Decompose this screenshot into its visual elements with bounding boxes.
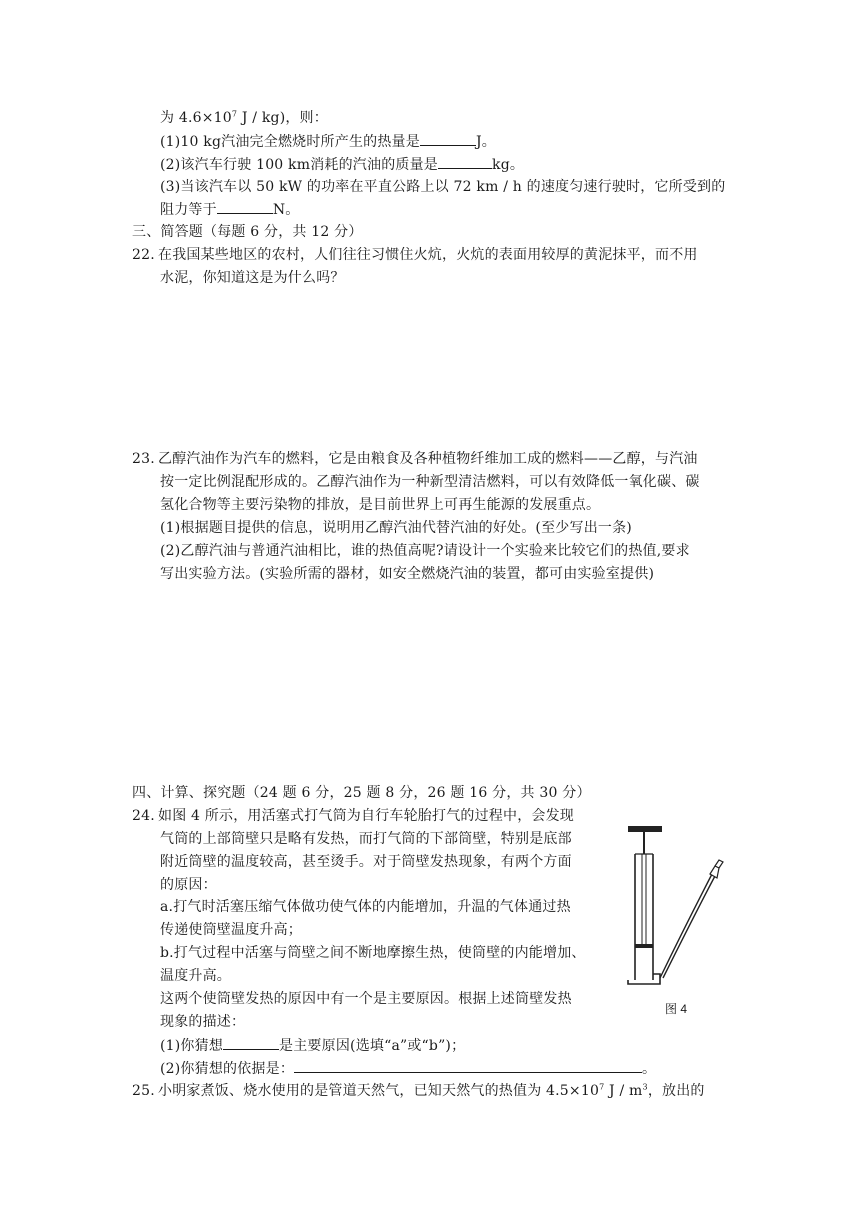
answer-blank[interactable] [294,1058,642,1073]
q22-line2: 水泥，你知道这是为什么吗？ [160,270,345,286]
q24-reason-b1: b.打气过程中活塞与筒壁之间不断地摩擦生热，使筒壁的内能增加、 [160,945,586,961]
q21-part3-cont: 阻力等于 N。 [160,199,299,220]
q23-sub1: (1)根据题目提供的信息，说明用乙醇汽油代替汽油的好处。(至少写出一条) [160,520,632,536]
question-number: 25. [132,1083,155,1099]
pump-base [628,974,660,984]
figure-caption: 图 4 [665,1002,688,1016]
q23-line2: 按一定比例混配形成的。乙醇汽油作为一种新型清洁燃料，可以有效降低一氧化碳、碳 [160,474,700,490]
q21-part2: (2)该汽车行驶 100 km消耗的汽油的质量是 kg。 [160,154,524,175]
q23-sub2a: (2)乙醇汽油与普通汽油相比，谁的热值高呢?请设计一个实验来比较它们的热值,要求 [160,543,690,559]
q24-line4: 的原因： [160,877,217,893]
section3-heading: 三、简答题（每题 6 分，共 12 分） [132,224,363,240]
q23-line3: 氢化合物等主要污染物的排放，是目前世界上可再生能源的发展重点。 [160,497,601,513]
q24-line3: 附近筒壁的温度较高，甚至烫手。对于筒壁发热现象，有两个方面 [160,854,572,870]
q24-reason-a1: a.打气时活塞压缩气体做功使气体的内能增加，升温的气体通过热 [160,899,571,915]
q23-line1: 23. 乙醇汽油作为汽车的燃料，它是由粮食及各种植物纤维加工成的燃料——乙醇，与汽油 [132,451,698,467]
q23-sub2b: 写出实验方法。(实验所需的器材，如安全燃烧汽油的装置，都可由实验室提供) [160,566,655,582]
q21-part1: (1)10 kg汽油完全燃烧时所产生的热量是 J。 [160,131,496,152]
q22-line1: 22. 在我国某些地区的农村，人们往往习惯住火炕，火炕的表面用较厚的黄泥抹平，而不用 [132,247,698,263]
q25-line1: 25. 小明家煮饭、烧水使用的是管道天然气，已知天然气的热值为 $4.5\times 10^7$ J / $m^3$，放出的 [132,1082,705,1099]
pump-hose [660,874,712,978]
answer-blank[interactable] [438,154,492,169]
q24-reason-b2: 温度升高。 [160,968,231,984]
answer-blank[interactable] [217,199,273,214]
q24-line2: 气筒的上部筒壁只是略有发热，而打气筒的下部筒壁，特别是底部 [160,831,572,847]
question-number: 24. [132,808,155,824]
q24-line5: 这两个使筒壁发热的原因中有一个是主要原因。根据上述筒壁发热 [160,991,572,1007]
section4-heading: 四、计算、探究题（24 题 6 分，25 题 8 分，26 题 16 分，共 30 分） [132,785,591,801]
pump-handle [628,826,662,832]
answer-blank[interactable] [420,131,476,146]
bicycle-pump-figure [620,822,730,990]
q24-line6: 现象的描述： [160,1014,246,1030]
question-number: 22. [132,247,155,263]
q24-line1: 24. 如图 4 所示，用活塞式打气筒为自行车轮胎打气的过程中，会发现 [132,808,575,824]
question-number: 23. [132,451,155,467]
answer-blank[interactable] [223,1035,279,1050]
pump-piston [635,944,653,948]
q24-sub2: (2)你猜想的依据是： 。 [160,1058,656,1079]
q24-sub1: (1)你猜想 是主要原因(选填“a”或“b”)； [160,1035,465,1056]
q21-intro: 为 $4.6\times 10^7$ J / kg)，则： [160,109,328,126]
q21-part3: (3)当该汽车以 50 kW 的功率在平直公路上以 72 km / h 的速度匀速行驶时，它所受到的 [160,179,726,195]
q24-reason-a2: 传递使筒壁温度升高； [160,922,302,938]
pump-barrel [635,854,653,980]
